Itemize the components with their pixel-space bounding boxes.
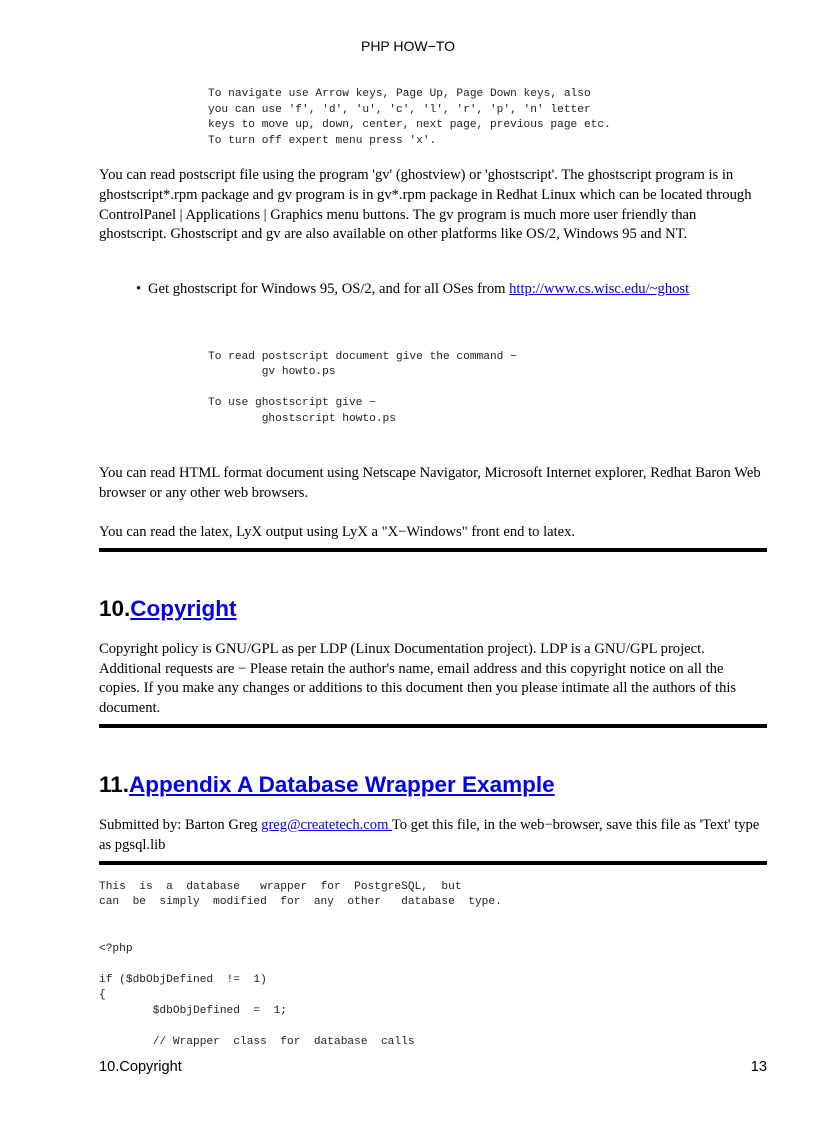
paragraph-html-browsers: You can read HTML format document using Netscape Navigator, Microsoft Internet explorer, Redhat Baron Web browser or any other web browsers. (99, 465, 761, 502)
copyright-heading-link[interactable]: Copyright (130, 595, 237, 621)
list-item (136, 280, 767, 300)
email-link[interactable]: greg@createtech.com (261, 817, 392, 834)
running-header: PHP HOW−TO (360, 38, 455, 54)
code-block-gv: To read postscript document give the command − gv howto.ps To use ghostscript give − ghostscript howto.ps (208, 350, 517, 425)
footer-section-title: 10.Copyright (99, 1059, 182, 1075)
section-divider (99, 548, 767, 552)
section-heading-appendix (99, 770, 767, 800)
code-block-database-wrapper: This is a database wrapper for PostgreSQL, but can be simply modified for any other database type. <?php if ($dbObjDefined != 1) { $dbObjDefined = 1; // Wrapper class for database calls (99, 880, 502, 1048)
section-number: 10. (99, 595, 131, 621)
section-number: 11. (99, 772, 130, 798)
code-block-navigation: To navigate use Arrow keys, Page Up, Page Down keys, also you can use 'f', 'd', 'u', 'c', 'l', 'r', 'p', 'n' letter keys to move up, down, center, next page, previous page etc. To turn off expert menu press 'x'. (208, 88, 611, 147)
footer-page-number: 13 (750, 1059, 767, 1075)
submitted-prefix: Submitted by: Barton Greg (99, 817, 262, 834)
paragraph-latex: You can read the latex, LyX output using LyX a "X−Windows" front end to latex. (99, 524, 576, 541)
paragraph-copyright: Copyright policy is GNU/GPL as per LDP (Linux Documentation project). LDP is a GNU/GPL project. Additional requests are − Please retain the author's name, email address and this copyright notice on all the copies. If you make any changes or additions to this document then you please intimate all the authors of this document. (99, 640, 737, 717)
paragraph-submitted-by (99, 816, 767, 856)
submitted-suffix: To get this file, in the web−browser, save this file as 'Text' type as pgsql.lib (99, 817, 760, 853)
page-content (99, 87, 767, 1050)
bullet-list (99, 280, 767, 300)
section-heading-copyright (99, 594, 767, 624)
paragraph-postscript: You can read postscript file using the program 'gv' (ghostview) or 'ghostscript'. The ghostscript program is in ghostscript*.rpm package and gv program is in gv*.rpm package in Redhat Linux which can be located through ControlPanel | Applications | Graphics menu buttons. The gv program is much more user friendly than ghostscript. Ghostscript and gv are also available on other platforms like OS/2, Windows 95 and NT. (99, 167, 752, 243)
section-divider (99, 861, 767, 865)
bullet-text: Get ghostscript for Windows 95, OS/2, and for all OSes from (148, 281, 510, 298)
section-divider (99, 724, 767, 728)
ghostscript-link[interactable]: http://www.cs.wisc.edu/~ghost (509, 281, 690, 298)
bullet-icon: • (136, 281, 142, 298)
running-footer (99, 1058, 767, 1076)
appendix-heading-link[interactable]: Appendix A Database Wrapper Example (129, 772, 555, 798)
